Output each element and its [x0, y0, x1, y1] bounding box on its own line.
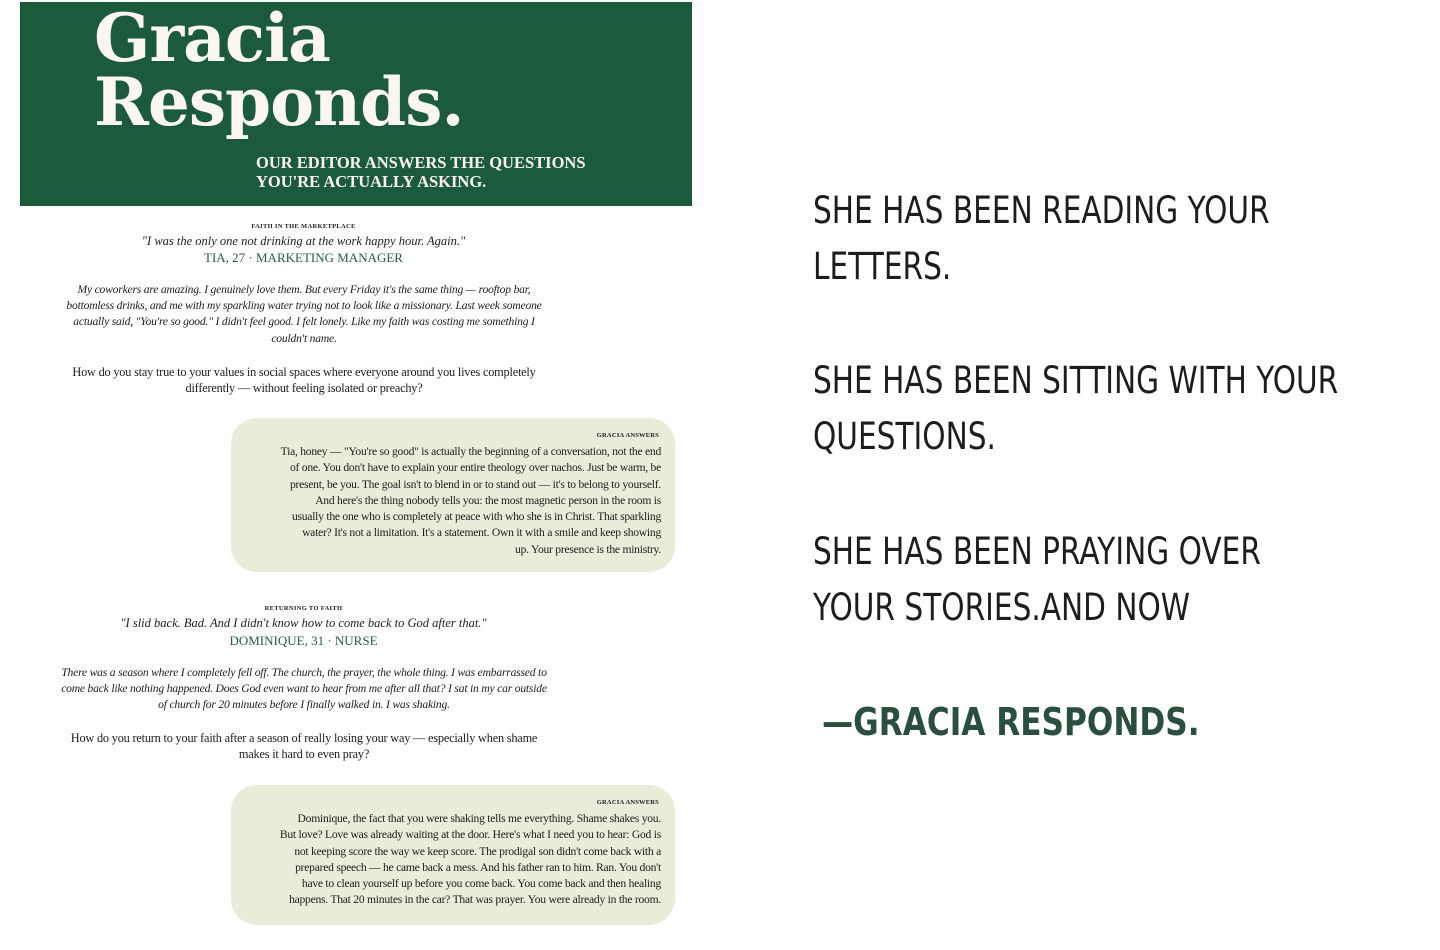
teaser-line: YOUR STORIES.AND NOW	[813, 586, 1191, 629]
answer-line: happens. That 20 minutes in the car? That was prayer. You were already in the room.	[289, 893, 661, 907]
letter-line: My coworkers are amazing. I genuinely love them. But every Friday it's the same thing — rooftop bar,	[77, 283, 531, 296]
letter-line: bottomless drinks, and me with my sparkling water trying not to look like a missionary. Last week someone	[66, 299, 542, 313]
teaser-line: LETTERS.	[813, 245, 952, 288]
entry-1-letter	[46, 282, 562, 347]
answer-line: Tia, honey — "You're so good" is actually the beginning of a conversation, not the end	[280, 445, 661, 458]
masthead-subtitle-line2: YOU'RE ACTUALLY ASKING.	[256, 172, 487, 191]
answer-line: prepared speech — he came back a mess. And his father ran to him. Ran. You don't	[295, 860, 661, 874]
masthead-title-line1: Gracia	[94, 0, 330, 77]
question-line: differently — without feeling isolated or preachy?	[185, 381, 423, 396]
question-line: How do you return to your faith after a season of really losing your way — especially when shame	[70, 731, 538, 745]
entry-1-question	[46, 364, 562, 397]
entry-1-answer-bubble	[231, 418, 675, 572]
answer-line: And here's the thing nobody tells you: the most magnetic person in the room is	[315, 493, 661, 507]
question-line: makes it hard to even pray?	[238, 747, 370, 762]
teaser-paragraph-2	[813, 353, 1339, 465]
teaser-signoff: —GRACIA RESPONDS.	[822, 700, 1200, 744]
masthead-title-line2: Responds.	[94, 63, 464, 141]
masthead-subtitle	[256, 153, 586, 191]
answer-line: up. Your presence is the ministry.	[515, 542, 661, 556]
letter-line: There was a season where I completely fell off. The church, the prayer, the whole thing. I was embarrassed to	[61, 666, 547, 679]
answer-line: have to clean yourself up before you come back. You come back and then healing	[301, 877, 661, 891]
entry-2-answer	[245, 811, 661, 909]
answer-line: present, be you. The goal isn't to blend in or to stand out — it's to belong to yourself.	[289, 477, 661, 491]
masthead-subtitle-line1: OUR EDITOR ANSWERS THE QUESTIONS	[256, 153, 586, 172]
entry-1-answer	[245, 444, 661, 558]
entry-2-byline: DOMINIQUE, 31 · NURSE	[229, 633, 378, 648]
answer-line: But love? Love was already waiting at the door. Here's what I need you to hear: God is	[279, 828, 661, 842]
teaser-line: SHE HAS BEEN PRAYING OVER	[813, 530, 1261, 573]
question-line: How do you stay true to your values in social spaces where everyone around you lives completely	[72, 365, 536, 379]
entry-2-quote: "I slid back. Bad. And I didn't know how to come back to God after that."	[120, 616, 487, 630]
answer-label: GRACIA ANSWERS	[596, 432, 659, 439]
answer-line: Dominique, the fact that you were shaking tells me everything. Shame shakes you.	[297, 812, 661, 825]
answer-line: usually the one who is completely at peace with who she is in Christ. That sparkling	[291, 510, 661, 524]
entry-1-quote: "I was the only one not drinking at the work happy hour. Again."	[141, 234, 466, 248]
teaser-paragraph-1	[813, 183, 1293, 295]
entry-1-byline: TIA, 27 · MARKETING MANAGER	[204, 250, 403, 265]
entry-2-category: RETURNING TO FAITH	[264, 605, 343, 612]
letter-line: actually said, "You're so good." I didn't feel good. I felt lonely. Like my faith was costing me something I	[73, 315, 535, 329]
answer-label: GRACIA ANSWERS	[596, 799, 659, 806]
answer-line: not keeping score the way we keep score. The prodigal son didn't come back with a	[294, 844, 661, 858]
answer-line: water? It's not a limitation. It's a statement. Own it with a smile and keep showing	[302, 526, 661, 540]
teaser-paragraph-3	[813, 524, 1293, 636]
masthead	[20, 2, 692, 206]
masthead-title	[94, 0, 464, 141]
teaser-line: SHE HAS BEEN SITTING WITH YOUR	[813, 359, 1339, 402]
letter-line: come back like nothing happened. Does God even want to hear from me after all that? I sat in my car outside	[61, 682, 547, 696]
letter-line: couldn't name.	[271, 331, 337, 345]
entry-2-answer-bubble	[231, 785, 675, 925]
entry-2-letter	[46, 665, 562, 714]
teaser-line: QUESTIONS.	[813, 415, 996, 458]
answer-line: of one. You don't have to explain your entire theology over nachos. Just be warm, be	[289, 461, 661, 475]
entry-2-question	[46, 730, 562, 763]
entry-1-category: FAITH IN THE MARKETPLACE	[251, 223, 356, 230]
teaser-line: SHE HAS BEEN READING YOUR	[813, 189, 1270, 232]
letter-line: of church for 20 minutes before I finally walked in. I was shaking.	[158, 698, 450, 712]
